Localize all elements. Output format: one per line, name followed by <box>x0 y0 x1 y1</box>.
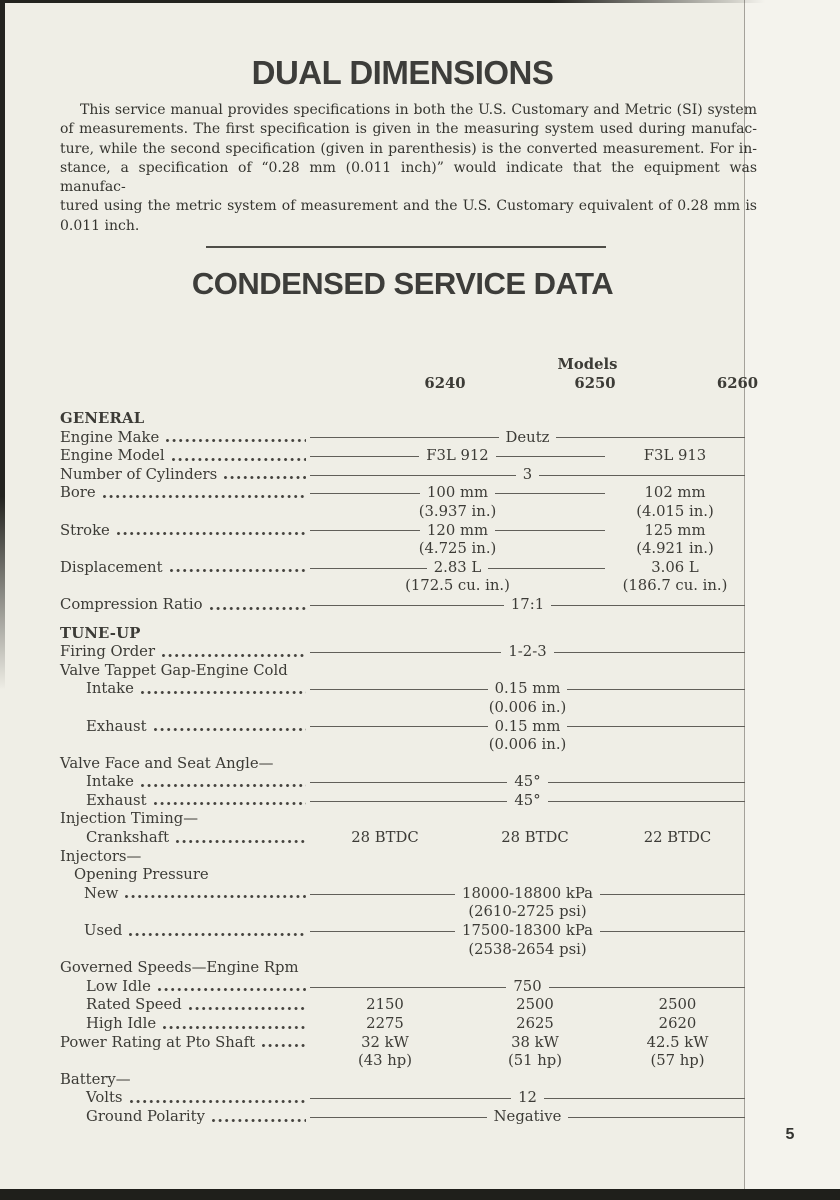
spec-values <box>310 736 745 755</box>
intro-line: ture, while the second specification (given in parenthesis) is the converted measurement. For in- <box>60 140 757 157</box>
spec-values <box>310 978 745 997</box>
spec-value-span <box>310 680 745 699</box>
table-spec-row <box>60 577 745 596</box>
dot-leader <box>141 691 306 696</box>
spec-value-span <box>310 922 745 941</box>
spec-value-col1: (51 hp) <box>507 1052 563 1070</box>
spec-value-col3: (186.7 cu. in.) <box>622 577 728 595</box>
spec-value-span <box>310 792 745 811</box>
group-label: Injection Timing— <box>60 810 198 828</box>
spec-label-cell <box>60 885 310 904</box>
spec-values <box>310 559 745 578</box>
spec-values <box>310 429 745 448</box>
spec-label-cell <box>60 922 310 941</box>
spec-value-span <box>310 978 745 997</box>
spec-value: 18000-18800 kPa <box>462 884 593 902</box>
spec-label-cell <box>60 1052 310 1071</box>
spec-values <box>310 699 745 718</box>
intro-line: tured using the metric system of measurement and the U.S. Customary equivalent of 0.28 mm is <box>60 198 757 215</box>
spec-values <box>310 718 745 737</box>
spec-values <box>310 996 745 1015</box>
model-column-6260: 6260 <box>716 374 759 392</box>
spec-values <box>310 643 745 662</box>
scan-right-margin <box>745 0 840 1189</box>
dot-leader <box>166 439 306 444</box>
table-spec-row <box>60 941 745 960</box>
condensed-service-data-table <box>60 410 745 1127</box>
spec-value-span <box>310 559 605 578</box>
group-label: Opening Pressure <box>74 866 209 884</box>
group-label: Battery— <box>60 1070 131 1088</box>
value-rule-left <box>310 801 507 802</box>
spec-value-span <box>310 718 745 737</box>
spec-value-col3: 125 mm <box>644 521 706 539</box>
spec-value-span <box>310 699 745 718</box>
table-spec-row <box>60 484 745 503</box>
value-rule-right <box>549 987 745 988</box>
models-label: Models <box>557 356 618 373</box>
spec-value: 1-2-3 <box>508 643 547 661</box>
spec-label: Exhaust <box>86 717 147 735</box>
spec-values <box>310 466 745 485</box>
spec-label: Intake <box>86 773 134 791</box>
spec-value: Deutz <box>505 428 550 446</box>
spec-value-span <box>310 466 745 485</box>
spec-label-cell <box>60 978 310 997</box>
intro-paragraph <box>60 101 757 236</box>
value-rule-right <box>551 605 745 606</box>
spec-label-cell <box>60 718 310 737</box>
spec-label-cell <box>60 559 310 578</box>
spec-value-col3: 102 mm <box>644 484 706 502</box>
dot-leader <box>163 1026 306 1031</box>
spec-label-cell <box>60 829 310 848</box>
spec-value-col0: (43 hp) <box>357 1052 413 1070</box>
spec-label-cell <box>60 429 310 448</box>
spec-values <box>310 540 745 559</box>
models-header <box>370 356 805 393</box>
table-spec-row <box>60 829 745 848</box>
intro-line: stance, a specification of “0.28 mm (0.011 inch)” would indicate that the equipment was manufac- <box>60 159 757 196</box>
value-rule-right <box>567 726 745 727</box>
spec-values <box>310 1108 745 1127</box>
spec-label: Intake <box>86 680 134 698</box>
spec-label: Number of Cylinders <box>60 465 218 483</box>
spec-label-cell <box>60 1089 310 1108</box>
spec-value-col2: 42.5 kW <box>646 1033 709 1051</box>
spec-label-cell <box>60 540 310 559</box>
spec-value-col2: 2620 <box>658 1015 697 1032</box>
table-spec-row <box>60 522 745 541</box>
spec-value-span <box>310 1108 745 1127</box>
table-group-row <box>60 959 745 978</box>
spec-value-col0: 2150 <box>366 996 404 1014</box>
table-spec-row <box>60 1108 745 1127</box>
spec-label-cell <box>60 484 310 503</box>
spec-value: 3 <box>522 465 533 483</box>
dot-leader <box>189 1007 306 1012</box>
spec-values <box>310 680 745 699</box>
dot-leader <box>170 569 306 574</box>
spec-value: (0.006 in.) <box>488 698 567 716</box>
table-spec-row <box>60 1034 745 1053</box>
table-group-row <box>60 810 745 829</box>
spec-value-col0: 2275 <box>366 1015 404 1032</box>
spec-value: 45° <box>514 773 541 791</box>
table-spec-row <box>60 736 745 755</box>
divider-rule <box>206 246 606 248</box>
spec-label: Low Idle <box>86 977 151 995</box>
spec-values <box>310 829 745 848</box>
table-spec-row <box>60 996 745 1015</box>
intro-line: 0.011 inch. <box>60 217 140 234</box>
value-rule-right <box>554 652 745 653</box>
table-spec-row <box>60 503 745 522</box>
spec-label-cell <box>60 1015 310 1034</box>
spec-values <box>310 922 745 941</box>
dot-leader <box>262 1044 306 1049</box>
spec-value-col3: 3.06 L <box>651 558 699 576</box>
spec-values <box>310 447 745 466</box>
table-group-row <box>60 662 745 681</box>
spec-value: 2.83 L <box>433 558 482 576</box>
spec-values <box>310 903 745 922</box>
table-spec-row <box>60 978 745 997</box>
table-spec-row <box>60 596 745 615</box>
spec-value-span <box>310 885 745 904</box>
spec-values <box>310 503 745 522</box>
spec-value: (3.937 in.) <box>418 502 497 520</box>
value-rule-right <box>495 530 605 531</box>
dot-leader <box>172 458 306 463</box>
spec-label-cell <box>60 447 310 466</box>
dot-leader <box>162 654 306 659</box>
spec-value: Negative <box>493 1107 562 1125</box>
spec-label: Crankshaft <box>86 829 170 847</box>
spec-label: Volts <box>86 1089 123 1107</box>
spec-value: 120 mm <box>427 521 489 539</box>
spec-value-span <box>310 429 745 448</box>
spec-value-span <box>310 540 605 559</box>
value-rule-left <box>310 689 488 690</box>
spec-value-col1: 2625 <box>516 1015 554 1032</box>
spec-label-cell <box>60 596 310 615</box>
spec-value-span <box>310 577 605 596</box>
spec-value-col2: 2500 <box>658 996 697 1014</box>
value-rule-right <box>556 437 745 438</box>
value-rule-left <box>310 782 507 783</box>
spec-label-cell <box>60 503 310 522</box>
spec-value-span <box>310 484 605 503</box>
table-spec-row <box>60 1052 745 1071</box>
dot-leader <box>130 1100 306 1105</box>
model-column-6250: 6250 <box>574 374 616 392</box>
table-spec-row <box>60 1089 745 1108</box>
value-rule-left <box>310 931 455 932</box>
group-label: Injectors— <box>60 847 142 865</box>
spec-value: (0.006 in.) <box>488 736 567 754</box>
value-rule-left <box>310 605 504 606</box>
spec-values <box>310 773 745 792</box>
table-spec-row <box>60 718 745 737</box>
dot-leader <box>103 495 306 500</box>
section-label: TUNE-UP <box>60 624 141 642</box>
value-rule-left <box>310 475 516 476</box>
spec-value-span <box>310 941 745 960</box>
spec-value-span <box>310 503 605 522</box>
spec-value-span <box>310 522 605 541</box>
value-rule-right <box>568 1117 745 1118</box>
spec-label-cell <box>60 1034 310 1053</box>
value-rule-right <box>548 782 745 783</box>
value-rule-left <box>310 437 499 438</box>
spec-label: Rated Speed <box>86 996 182 1014</box>
dot-leader <box>154 728 306 733</box>
spec-values <box>310 1052 745 1071</box>
intro-line: This service manual provides specifications in both the U.S. Customary and Metric (SI) system <box>80 102 757 118</box>
spec-value-span <box>310 1089 745 1108</box>
scan-edge-top <box>0 0 765 3</box>
value-rule-right <box>567 689 745 690</box>
value-rule-left <box>310 493 420 494</box>
spec-label-cell <box>60 736 310 755</box>
table-spec-row <box>60 447 745 466</box>
spec-value-span <box>310 773 745 792</box>
dot-leader <box>210 607 306 612</box>
spec-value-col1: 28 BTDC <box>501 829 569 847</box>
table-spec-row <box>60 773 745 792</box>
value-rule-right <box>600 931 745 932</box>
value-rule-left <box>310 1117 487 1118</box>
spec-value-span <box>310 596 745 615</box>
spec-values <box>310 1015 745 1034</box>
table-spec-row <box>60 699 745 718</box>
table-spec-row <box>60 680 745 699</box>
spec-value-span <box>310 736 745 755</box>
scan-edge-left <box>0 0 5 690</box>
table-spec-row <box>60 792 745 811</box>
spec-label-cell <box>60 680 310 699</box>
spec-label: Displacement <box>60 558 163 576</box>
spec-label-cell <box>60 466 310 485</box>
value-rule-right <box>539 475 745 476</box>
spec-values <box>310 1089 745 1108</box>
spec-values <box>310 1034 745 1053</box>
spec-value: (4.725 in.) <box>418 540 497 558</box>
value-rule-right <box>600 894 745 895</box>
spec-values <box>310 596 745 615</box>
dot-leader <box>154 802 306 807</box>
spec-label: Stroke <box>60 521 110 539</box>
dot-leader <box>125 895 306 900</box>
value-rule-right <box>488 568 605 569</box>
spec-label: Power Rating at Pto Shaft <box>60 1033 256 1051</box>
spec-value-col1: 38 kW <box>511 1033 559 1051</box>
spec-value-col2: (57 hp) <box>650 1052 705 1070</box>
spec-label: High Idle <box>86 1015 157 1032</box>
dot-leader <box>224 476 306 481</box>
spec-label: Ground Polarity <box>86 1107 205 1125</box>
table-spec-row <box>60 922 745 941</box>
table-spec-row <box>60 885 745 904</box>
spec-label: Firing Order <box>60 643 156 661</box>
table-group-row <box>60 848 745 867</box>
value-rule-right <box>496 456 605 457</box>
table-spec-row <box>60 643 745 662</box>
dot-leader <box>212 1119 306 1124</box>
spec-values <box>310 484 745 503</box>
spec-label-cell <box>60 643 310 662</box>
value-rule-left <box>310 894 455 895</box>
spec-values <box>310 792 745 811</box>
spec-label-cell <box>60 522 310 541</box>
scan-edge-bottom <box>0 1189 840 1200</box>
value-rule-left <box>310 652 501 653</box>
spec-value-col3: (4.921 in.) <box>636 540 714 558</box>
spec-value-col0: 28 BTDC <box>351 829 419 847</box>
spec-label: Exhaust <box>86 791 147 809</box>
spec-value: (172.5 cu. in.) <box>405 577 510 595</box>
dot-leader <box>141 784 306 789</box>
table-group-row <box>60 755 745 774</box>
table-section-row <box>60 625 745 644</box>
spec-label: Bore <box>60 484 96 502</box>
group-label: Governed Speeds—Engine Rpm <box>60 959 299 977</box>
section-title: CONDENSED SERVICE DATA <box>191 266 614 301</box>
value-rule-right <box>548 801 745 802</box>
spec-values <box>310 522 745 541</box>
spec-value-col2: 22 BTDC <box>643 829 712 847</box>
dot-leader <box>129 933 306 938</box>
group-label: Valve Face and Seat Angle— <box>60 754 274 772</box>
spec-value: 17500-18300 kPa <box>462 922 593 940</box>
spec-label-cell <box>60 1108 310 1127</box>
spec-value-span <box>310 903 745 922</box>
section-label: GENERAL <box>60 410 145 427</box>
value-rule-left <box>310 530 420 531</box>
spec-value: 17:1 <box>510 595 545 613</box>
value-rule-right <box>495 493 605 494</box>
dot-leader <box>176 840 306 845</box>
table-spec-row <box>60 466 745 485</box>
spec-value: 100 mm <box>427 484 489 502</box>
spec-value: 750 <box>513 977 542 995</box>
page-number: 5 <box>785 1126 795 1143</box>
spec-label-cell <box>60 996 310 1015</box>
spec-value: 12 <box>518 1089 537 1107</box>
spec-values <box>310 577 745 596</box>
spec-value-col1: 2500 <box>516 996 554 1014</box>
table-spec-row <box>60 559 745 578</box>
spec-label: Used <box>84 922 123 940</box>
value-rule-left <box>310 1098 511 1099</box>
spec-value-span <box>310 643 745 662</box>
spec-label-cell <box>60 941 310 960</box>
table-spec-row <box>60 540 745 559</box>
spec-values <box>310 885 745 904</box>
table-section-row <box>60 410 745 429</box>
dot-leader <box>158 988 306 993</box>
spec-label-cell <box>60 792 310 811</box>
spec-label-cell <box>60 903 310 922</box>
model-columns <box>370 375 805 394</box>
spec-value-span <box>310 447 605 466</box>
value-rule-left <box>310 726 488 727</box>
dot-leader <box>117 532 306 537</box>
group-label: Valve Tappet Gap-Engine Cold <box>60 661 288 679</box>
spec-values <box>310 941 745 960</box>
spec-label: Engine Make <box>60 428 160 446</box>
table-spec-row <box>60 1015 745 1034</box>
spec-label: Engine Model <box>60 447 165 465</box>
spec-label: New <box>84 884 119 902</box>
spec-value-col3: (4.015 in.) <box>636 502 714 520</box>
table-group-row <box>60 866 745 885</box>
spec-value: 0.15 mm <box>494 717 561 735</box>
spec-value: 45° <box>514 791 541 809</box>
value-rule-left <box>310 987 506 988</box>
table-spec-row <box>60 429 745 448</box>
spec-label-cell <box>60 773 310 792</box>
value-rule-right <box>544 1098 745 1099</box>
spec-value-col0: 32 kW <box>361 1033 409 1051</box>
table-spec-row <box>60 903 745 922</box>
value-rule-left <box>310 456 419 457</box>
spec-label-cell <box>60 577 310 596</box>
model-column-6240: 6240 <box>424 374 466 392</box>
spec-value: (2610-2725 psi) <box>468 903 587 921</box>
spec-value-col3: F3L 913 <box>643 447 707 465</box>
spec-label-cell <box>60 699 310 718</box>
table-group-row <box>60 1071 745 1090</box>
page-title: DUAL DIMENSIONS <box>251 54 554 91</box>
spec-value: (2538-2654 psi) <box>468 940 587 958</box>
spec-label: Compression Ratio <box>60 595 203 613</box>
value-rule-left <box>310 568 427 569</box>
spec-value: 0.15 mm <box>494 680 561 698</box>
intro-line: of measurements. The first specification is given in the measuring system used during manufac- <box>60 121 757 138</box>
spec-value: F3L 912 <box>426 447 489 465</box>
